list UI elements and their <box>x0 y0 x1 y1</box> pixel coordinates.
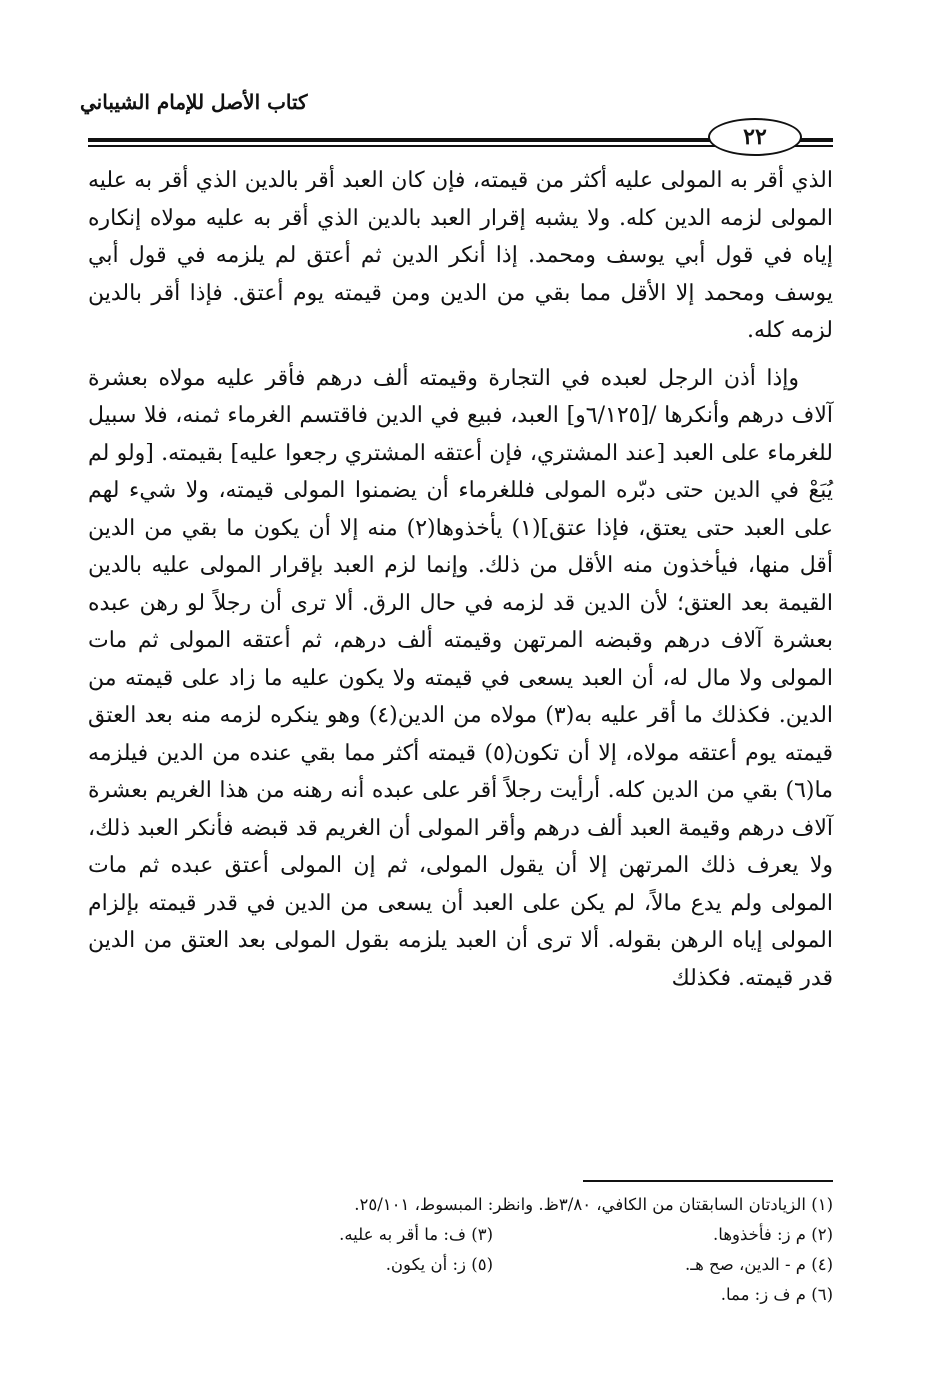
main-text <box>88 162 833 997</box>
footnote-5: (٥) ز: أن يكون. <box>385 1255 493 1274</box>
footnote-2: (٢) م ز: فأخذوها. <box>713 1225 833 1244</box>
footnotes <box>88 1190 833 1310</box>
footnote-4: (٤) م - الدين، صح هـ. <box>685 1255 833 1274</box>
page-number-badge <box>708 118 802 156</box>
paragraph-1: الذي أقر به المولى عليه أكثر من قيمته، فإن كان العبد أقر بالدين الذي أقر به عليه المولى لزمه الدين كله. ولا يشبه إقرار العبد بالدين الذي أقر به عليه مولاه إنكاره إياه في قول أبي يوسف ومحمد. إذا أنكر الدين ثم أعتق لم يلزمه في قول أبي يوسف ومحمد إلا الأقل مما بقي من الدين ومن قيمته يوم أعتق. فإذا أقر بالدين لزمه كله. <box>88 168 833 343</box>
footnote-separator <box>583 1180 833 1182</box>
footnote-row-3 <box>88 1250 833 1280</box>
footnote-1: (١) الزيادتان السابقتان من الكافي، ٣/٨٠ظ. وانظر: المبسوط، ٢٥/١٠١. <box>354 1195 833 1214</box>
footnote-3: (٣) ف: ما أقر به عليه. <box>339 1225 493 1244</box>
page-number: ٢٢ <box>743 124 767 150</box>
footnote-row-2 <box>88 1220 833 1250</box>
footnote-6: (٦) م ف ز: مما. <box>720 1285 833 1304</box>
paragraph-2: وإذا أذن الرجل لعبده في التجارة وقيمته ألف درهم فأقر عليه مولاه بعشرة آلاف درهم وأنكرها /[٦/١٢٥و] العبد، فبيع في الدين فاقتسم الغرماء ثمنه، فلا سبيل للغرماء على العبد [عند المشتري، فإن أعتقه المشتري رجعوا عليه] بقيمته. [ولو لم يُبَعْ في الدين حتى دبّره المولى فللغرماء أن يضمنوا المولى قيمته، ولا شيء لهم على العبد حتى يعتق، فإذا عتق](١) يأخذوها(٢) منه إلا أن يكون ما بقي من الدين أقل منها، فيأخذون منه الأقل من ذلك. وإنما لزم العبد بإقرار المولى عليه بالدين القيمة بعد العتق؛ لأن الدين قد لزمه في حال الرق. ألا ترى أن رجلاً لو رهن عبده بعشرة آلاف درهم وقبضه المرتهن وقيمته ألف درهم، ثم أعتقه المولى ثم مات المولى ولا مال له، أن العبد يسعى في قيمته ولا يكون عليه ما زاد على قيمته من الدين. فكذلك ما أقر عليه به(٣) مولاه من الدين(٤) وهو ينكره لزمه منه بعد العتق قيمته يوم أعتقه مولاه، إلا أن تكون(٥) قيمته أكثر مما بقي عنده من الدين فيلزمه ما(٦) بقي من الدين كله. أرأيت رجلاً أقر على عبده أنه رهنه من هذا الغريم بعشرة آلاف درهم وقيمة العبد ألف درهم وأقر المولى أن الغريم قد قبضه فأنكر العبد ذلك، ولا يعرف ذلك المرتهن إلا أن يقول المولى، ثم إن المولى أعتق عبده ثم مات المولى ولم يدع مالاً، لم يكن على العبد أن يسعى من الدين في قدر قيمته بإلزام المولى إياه الرهن بقوله. ألا ترى أن العبد يلزمه بقول المولى بعد العتق من الدين قدر قيمته. فكذلك <box>88 365 834 991</box>
running-title: كتاب الأصل للإمام الشيباني <box>80 90 308 114</box>
